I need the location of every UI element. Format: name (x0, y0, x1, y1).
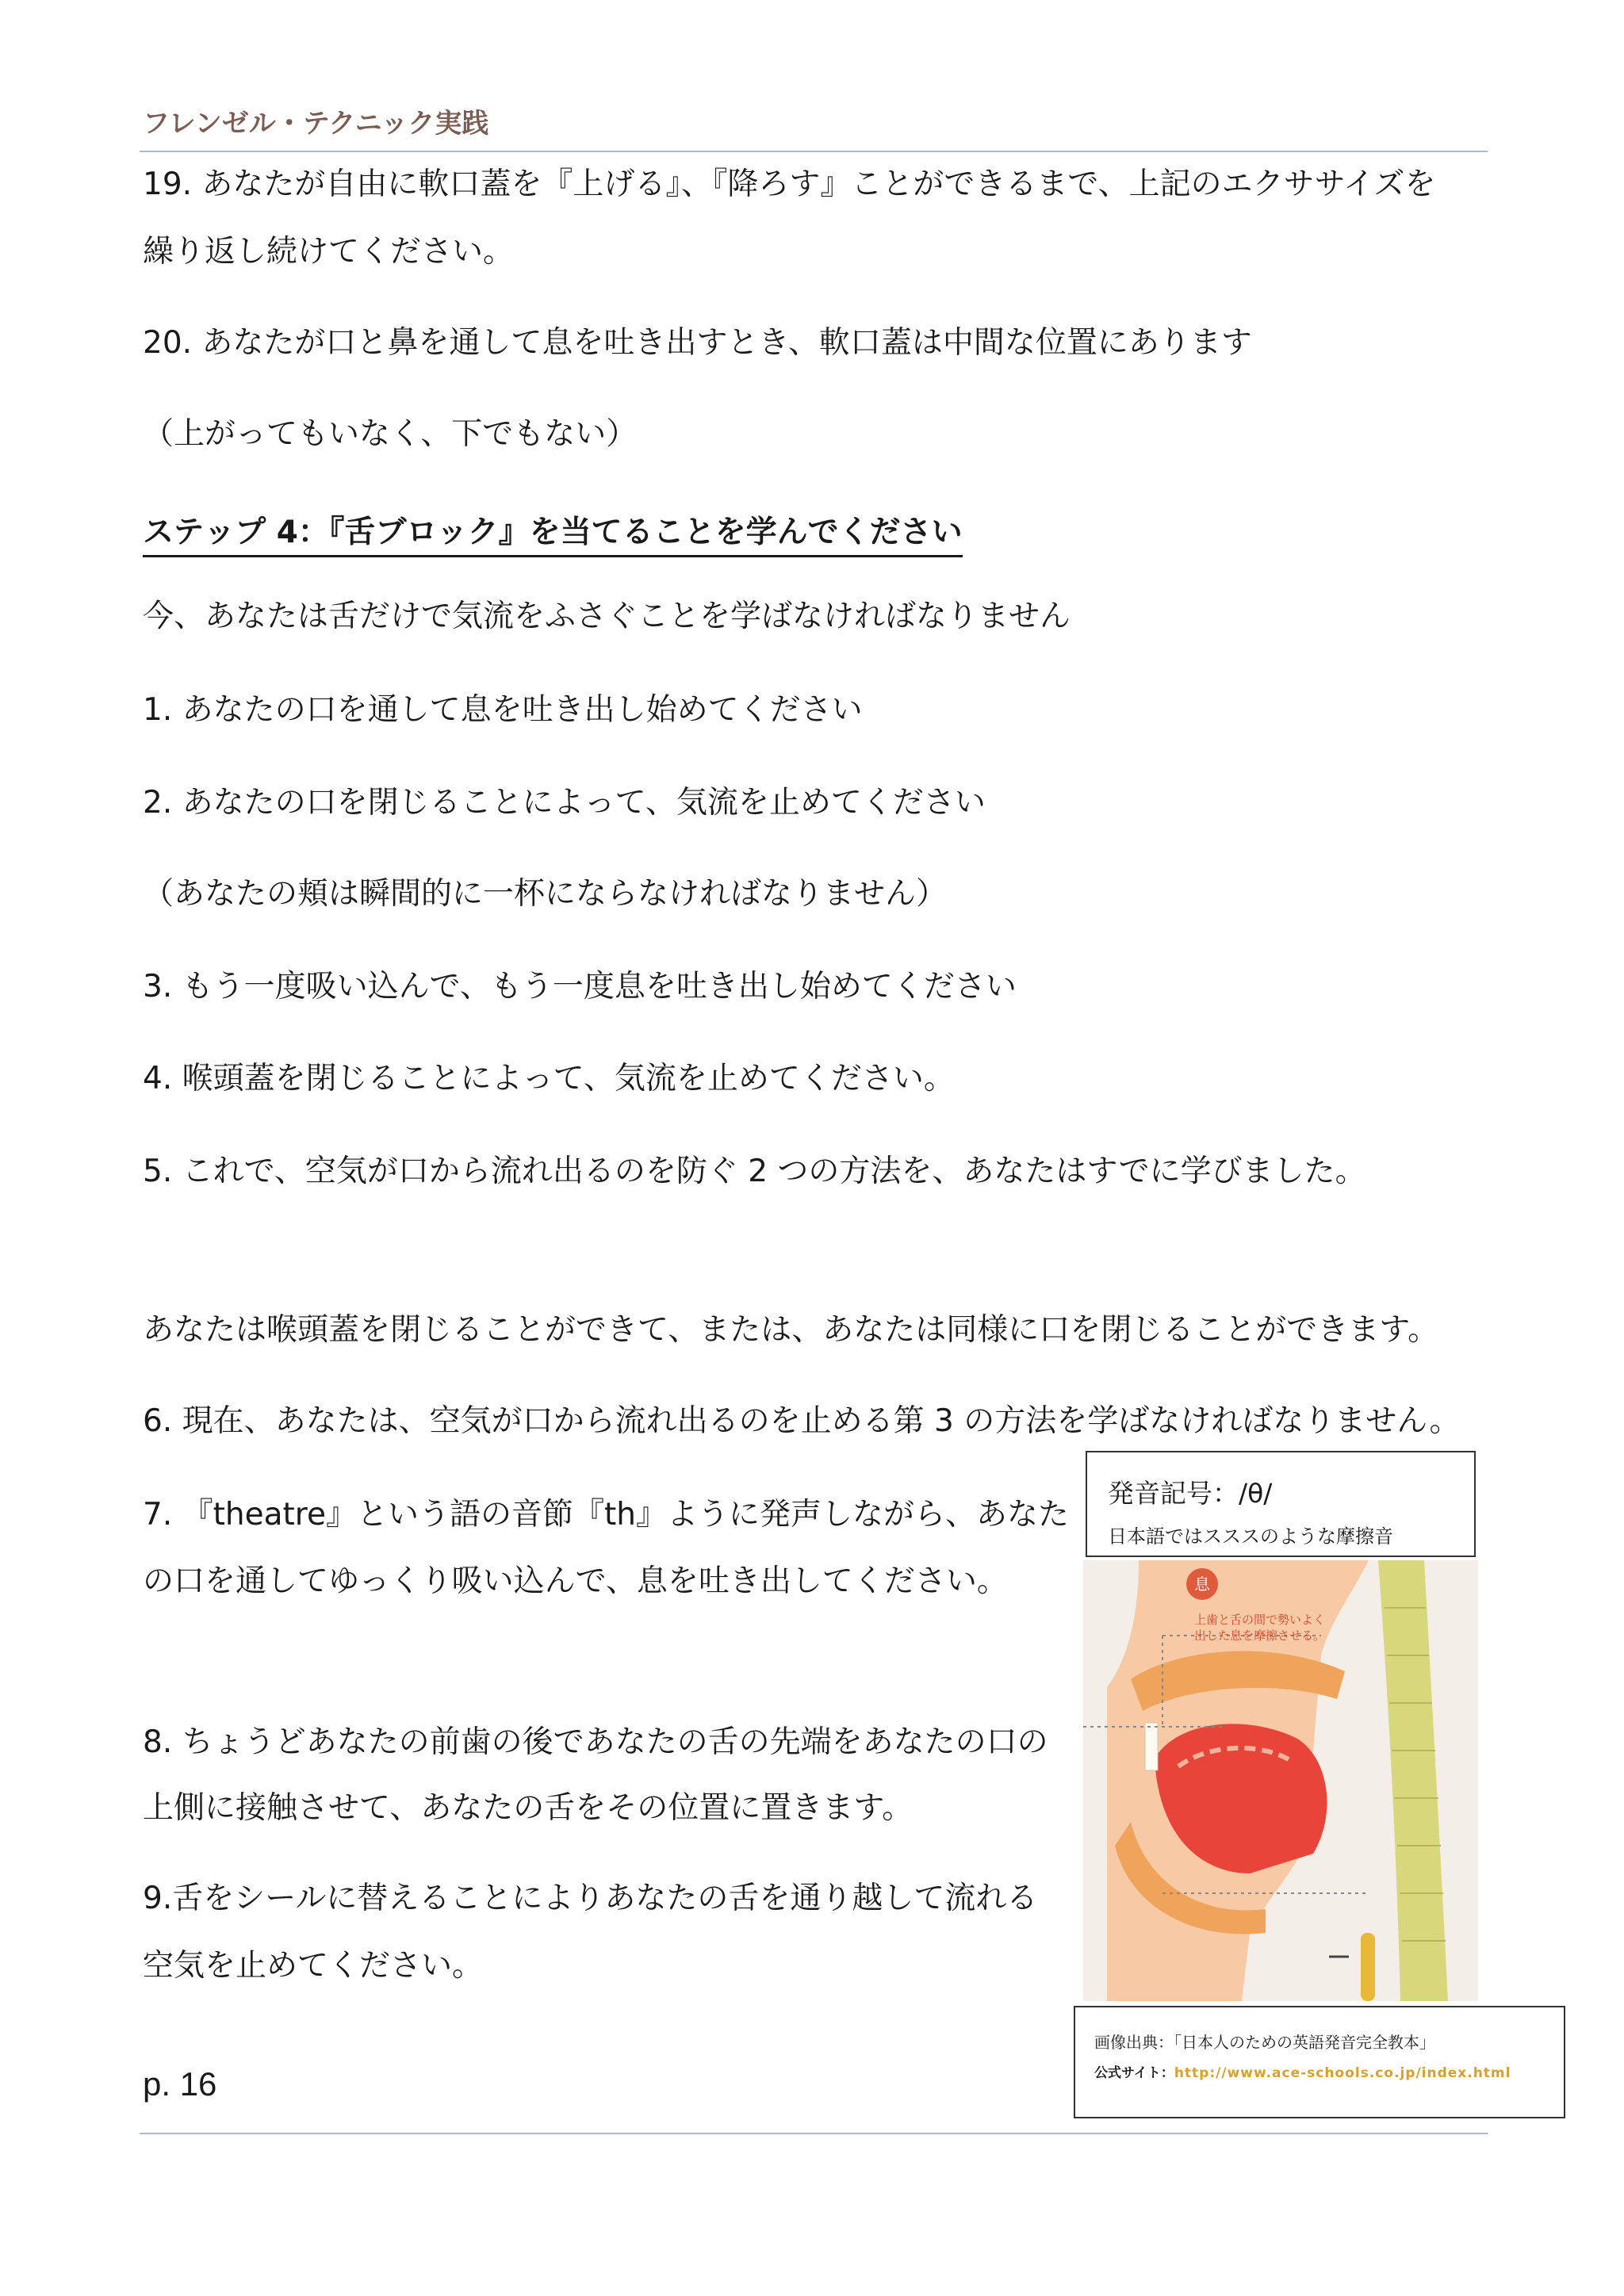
list-item: 2. あなたの口を閉じることによって、気流を止めてください (143, 785, 986, 821)
breath-badge-label: 息 (1194, 1575, 1210, 1594)
paragraph: 空気を止めてください。 (143, 1948, 484, 1984)
mouth-cross-section-figure (1083, 1560, 1478, 2001)
paragraph: 今、あなたは舌だけで気流をふさぐことを学ばなければなりません (143, 599, 1071, 634)
step-heading: ステップ 4：『舌ブロック』を当てることを学んでください (143, 507, 963, 557)
paragraph: （あなたの頬は瞬間的に一杯にならなければなりません） (143, 876, 948, 912)
header-divider (140, 151, 1488, 152)
list-item: 3. もう一度吸い込んで、もう一度息を吐き出し始めてください (143, 969, 1017, 1004)
list-item: 5. これで、空気が口から流れ出るのを防ぐ 2 つの方法を、あなたはすでに学びました。 (143, 1154, 1366, 1189)
paragraph: （上がってもいなく、下でもない） (143, 416, 638, 452)
paragraph: 繰り返し続けてください。 (143, 234, 515, 270)
paragraph: 20. あなたが口と鼻を通して息を吐き出すとき、軟口蓋は中間な位置にあります (143, 325, 1252, 361)
footer-divider (140, 2133, 1488, 2134)
list-item: 8. ちょうどあなたの前歯の後であなたの舌の先端をあなたの口の (143, 1724, 1048, 1760)
ipa-note: 日本語ではスススのような摩擦音 (1108, 1525, 1393, 1548)
page-number: p. 16 (143, 2065, 217, 2103)
list-item: 1. あなたの口を通して息を吐き出し始めてください (143, 692, 863, 728)
official-site-line (1094, 2061, 1511, 2081)
list-item: 6. 現在、あなたは、空気が口から流れ出るのを止める第 3 の方法を学ばなければなりません。 (143, 1403, 1461, 1439)
paragraph: あなたは喉頭蓋を閉じることができて、または、あなたは同様に口を閉じることができます。 (143, 1312, 1439, 1348)
ipa-box (1086, 1451, 1476, 1557)
ipa-symbol: 発音記号：/θ/ (1108, 1478, 1273, 1509)
image-source-caption: 画像出典：「日本人のための英語発音完全教本」 (1094, 2033, 1435, 2052)
paragraph: 上側に接触させて、あなたの舌をその位置に置きます。 (143, 1790, 914, 1826)
figure-annotation: 上歯と舌の間で勢いよく (1194, 1613, 1326, 1627)
list-item: 7. 『theatre』という語の音節『th』ように発声しながら、あなた (143, 1497, 1069, 1533)
figure-annotation: 出した息を摩擦させる。 (1194, 1628, 1326, 1643)
list-item: 4. 喉頭蓋を閉じることによって、気流を止めてください。 (143, 1061, 955, 1096)
image-source-box (1074, 2006, 1565, 2118)
paragraph: 19. あなたが自由に軟口蓋を『上げる』、『降ろす』ことができるまで、上記のエクササイズを (143, 166, 1436, 202)
list-item: 9.舌をシールに替えることによりあなたの舌を通り越して流れる (143, 1881, 1038, 1916)
header-title: フレンゼル・テクニック実践 (143, 108, 489, 140)
official-site-label: 公式サイト： (1094, 2065, 1174, 2081)
official-site-link[interactable]: http://www.ace-schools.co.jp/index.html (1174, 2065, 1511, 2081)
mouth-illustration (1083, 1560, 1478, 2001)
paragraph: の口を通してゆっくり吸い込んで、息を吐き出してください。 (143, 1563, 1008, 1599)
